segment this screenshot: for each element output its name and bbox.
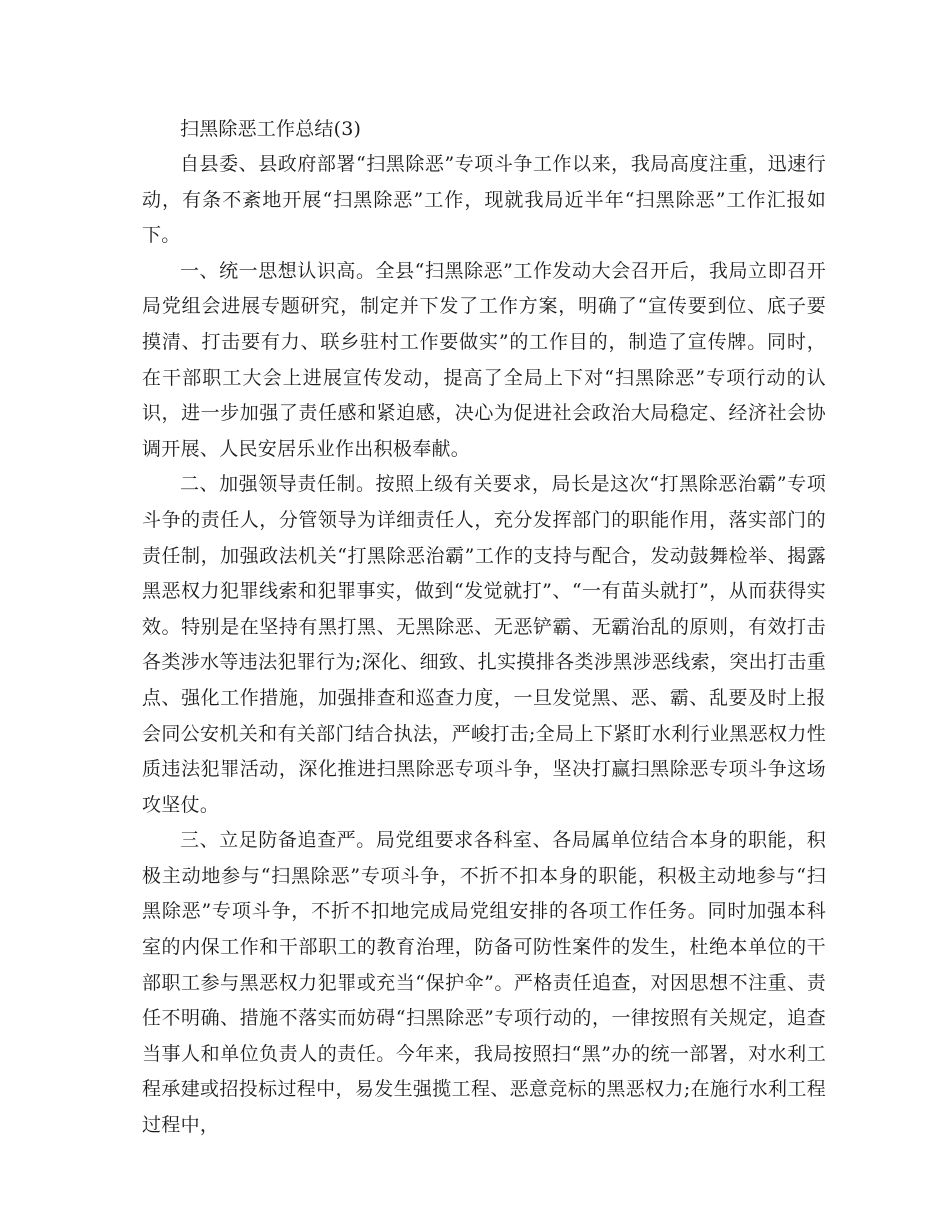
- document-title: 扫黑除恶工作总结(3): [180, 118, 362, 140]
- section-three-paragraph: 三、立足防备追查严。局党组要求各科室、各局属单位结合本身的职能，积极主动地参与“扫黑除恶”专项斗争，不折不扣本身的职能，积极主动地参与“扫黑除恶”专项斗争，不折不扣地完成局党组安排的各项工作任务。同时加强本科室的内保工作和干部职工的教育治理，防备可防性案件的发生，杜绝本单位的干部职工参与黑恶权力犯罪或充当“保护伞”。严格责任追查，对因思想不注重、责任不明确、措施不落实而妨碍“扫黑除恶”专项行动的，一律按照有关规定，追查当事人和单位负责人的责任。今年来，我局按照扫“黑”办的统一部署，对水利工程承建或招投标过程中，易发生强揽工程、恶意竞标的黑恶权力;在施行水利工程过程中，: [142, 829, 826, 1137]
- intro-paragraph: 自县委、县政府部署“扫黑除恶”专项斗争工作以来，我局高度注重，迅速行动，有条不紊地开展“扫黑除恶”工作，现就我局近半年“扫黑除恶”工作汇报如下。: [142, 153, 826, 247]
- section-one-paragraph: 一、统一思想认识高。全县“扫黑除恶”工作发动大会召开后，我局立即召开局党组会进展专题研究，制定并下发了工作方案，明确了“宣传要到位、底子要摸清、打击要有力、联乡驻村工作要做实”的工作目的，制造了宣传牌。同时，在干部职工大会上进展宣传发动，提高了全局上下对“扫黑除恶”专项行动的认识，进一步加强了责任感和紧迫感，决心为促进社会政治大局稳定、经济社会协调开展、人民安居乐业作出积极奉献。: [142, 259, 826, 460]
- document-body: [142, 112, 826, 1144]
- section-two-paragraph: 二、加强领导责任制。按照上级有关要求，局长是这次“打黑除恶治霸”专项斗争的责任人，分管领导为详细责任人，充分发挥部门的职能作用，落实部门的责任制，加强政法机关“打黑除恶治霸”工作的支持与配合，发动鼓舞检举、揭露黑恶权力犯罪线索和犯罪事实，做到“发觉就打”、“一有苗头就打”，从而获得实效。特别是在坚持有黑打黑、无黑除恶、无恶铲霸、无霸治乱的原则，有效打击各类涉水等违法犯罪行为;深化、细致、扎实摸排各类涉黑涉恶线索，突出打击重点、强化工作措施，加强排查和巡查力度，一旦发觉黑、恶、霸、乱要及时上报会同公安机关和有关部门结合执法，严峻打击;全局上下紧盯水利行业黑恶权力性质违法犯罪活动，深化推进扫黑除恶专项斗争，坚决打赢扫黑除恶专项斗争这场攻坚仗。: [142, 473, 826, 816]
